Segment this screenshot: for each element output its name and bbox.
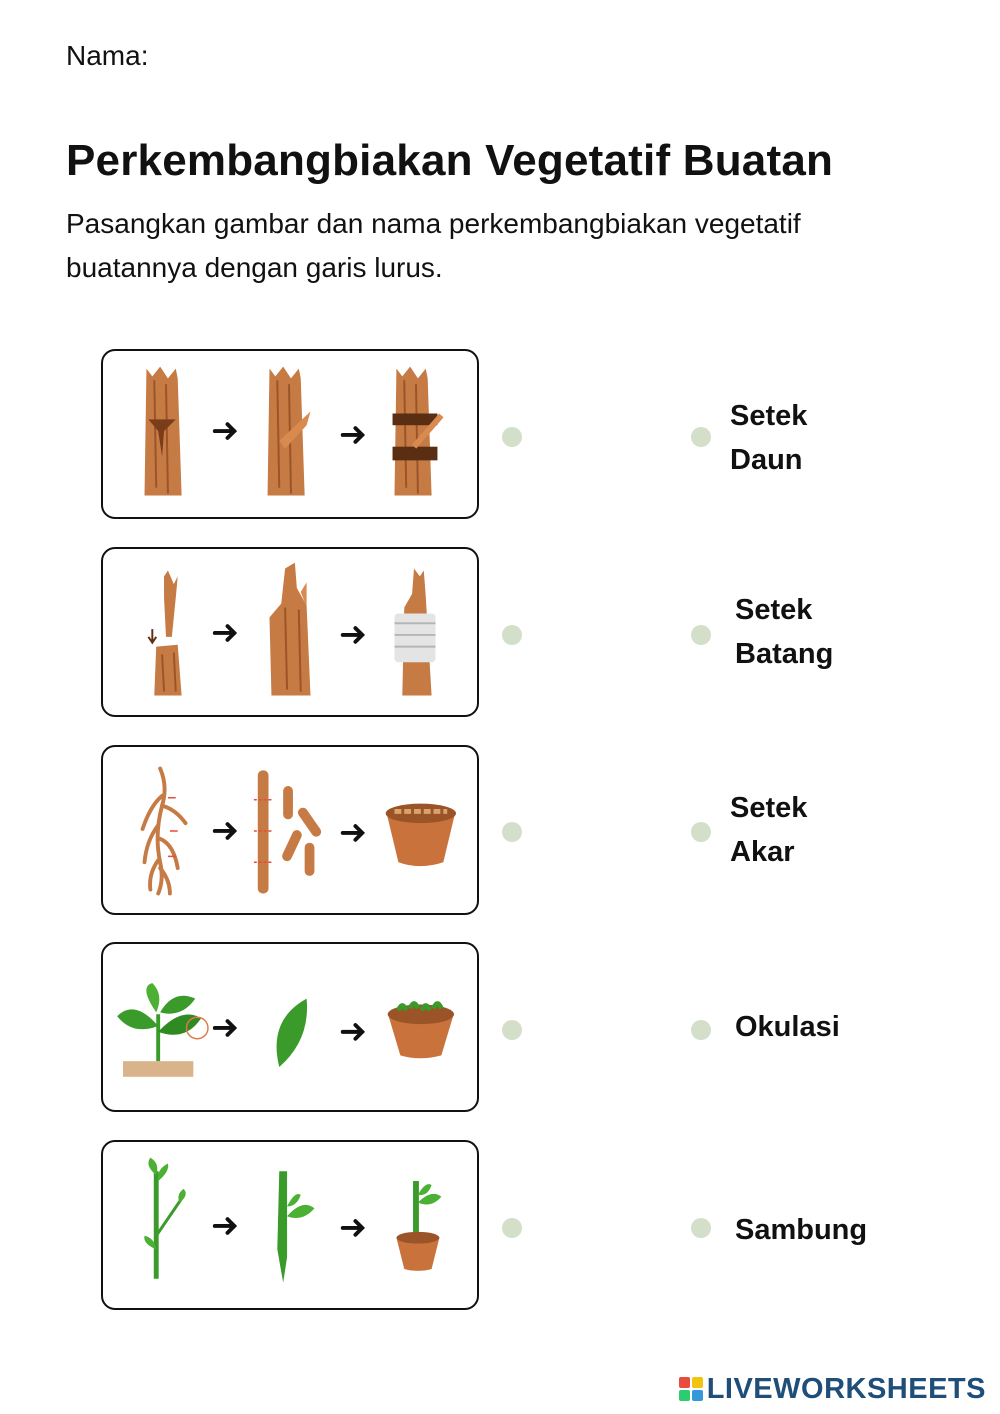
answer-setek-akar bbox=[730, 786, 807, 874]
picture-card-1 bbox=[101, 349, 479, 519]
right-match-dot-3[interactable] bbox=[691, 822, 711, 842]
stem-cutting-steps-icon bbox=[103, 1142, 477, 1308]
root-cutting-steps-icon bbox=[103, 747, 477, 913]
answer-setek-batang bbox=[735, 588, 833, 676]
left-match-dot-3[interactable] bbox=[502, 822, 522, 842]
answer-line: Setek bbox=[730, 400, 808, 432]
right-match-dot-4[interactable] bbox=[691, 1020, 711, 1040]
answer-sambung bbox=[735, 1208, 867, 1252]
left-match-dot-4[interactable] bbox=[502, 1020, 522, 1040]
answer-line: Batang bbox=[735, 638, 834, 670]
cangkok-bark-steps-icon bbox=[103, 351, 477, 517]
answer-line: Okulasi bbox=[735, 1011, 840, 1043]
name-label: Nama: bbox=[66, 40, 149, 71]
answer-setek-daun bbox=[730, 394, 807, 482]
left-match-dot-1[interactable] bbox=[502, 427, 522, 447]
left-match-dot-2[interactable] bbox=[502, 625, 522, 645]
answer-line: Sambung bbox=[735, 1214, 868, 1246]
picture-card-4 bbox=[101, 942, 479, 1112]
picture-card-2 bbox=[101, 547, 479, 717]
answer-okulasi bbox=[735, 1005, 840, 1049]
liveworksheets-logo bbox=[679, 1372, 986, 1406]
page-title: Perkembangbiakan Vegetatif Buatan bbox=[66, 136, 834, 185]
right-match-dot-1[interactable] bbox=[691, 427, 711, 447]
liveworksheets-logo-icon bbox=[679, 1377, 703, 1401]
right-match-dot-5[interactable] bbox=[691, 1218, 711, 1238]
instructions: Pasangkan gambar dan nama perkembangbiakan vegetatif buatannya dengan garis lurus. bbox=[66, 208, 801, 283]
stem-graft-steps-icon bbox=[103, 549, 477, 715]
brand-name: LIVEWORKSHEETS bbox=[706, 1372, 986, 1405]
picture-card-5 bbox=[101, 1140, 479, 1310]
answer-line: Setek bbox=[730, 792, 808, 824]
answer-line: Daun bbox=[730, 444, 803, 476]
right-match-dot-2[interactable] bbox=[691, 625, 711, 645]
leaf-cutting-steps-icon bbox=[103, 944, 477, 1110]
answer-line: Akar bbox=[730, 836, 795, 868]
left-match-dot-5[interactable] bbox=[502, 1218, 522, 1238]
answer-line: Setek bbox=[735, 594, 813, 626]
picture-card-3 bbox=[101, 745, 479, 915]
